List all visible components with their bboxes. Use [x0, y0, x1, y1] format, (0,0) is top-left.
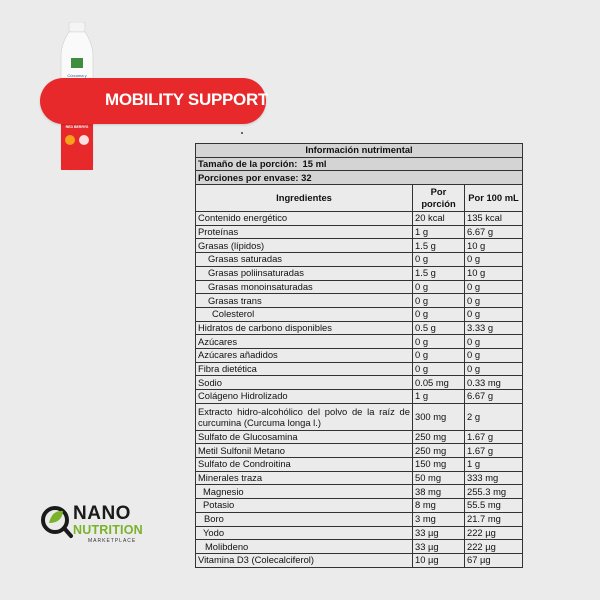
table-row [196, 294, 523, 308]
ingredient-name: Grasas poliinsaturadas [196, 266, 413, 280]
table-row [196, 485, 523, 499]
per-serving-value: 1 g [413, 390, 465, 404]
per-100-value: 0.33 mg [465, 376, 523, 390]
per-serving-value: 0.5 g [413, 321, 465, 335]
per-serving-value: 0 g [413, 294, 465, 308]
per-100-value: 10 g [465, 239, 523, 253]
serving-size-row [196, 157, 523, 171]
column-header-row [196, 185, 523, 212]
per-100-value: 0 g [465, 362, 523, 376]
table-row [196, 321, 523, 335]
table-title: Información nutrimental [196, 144, 523, 158]
serving-size-label: Tamaño de la porción: [198, 158, 298, 170]
per-serving-value: 0 g [413, 335, 465, 349]
per-serving-value: 0 g [413, 307, 465, 321]
per-100-value: 10 g [465, 266, 523, 280]
per-100-value: 333 mg [465, 471, 523, 485]
table-row [196, 430, 523, 444]
ingredient-name: Extracto hidro-alcohólico del polvo de la raíz de curcumina (Curcuma longa l.) [196, 403, 413, 430]
per-serving-value: 1.5 g [413, 266, 465, 280]
ingredient-name: Contenido energético [196, 212, 413, 226]
per-100-value: 0 g [465, 253, 523, 267]
table-row [196, 376, 523, 390]
ingredient-name: Azúcares añadidos [196, 348, 413, 362]
per-100-value: 1 g [465, 458, 523, 472]
per-serving-value: 250 mg [413, 430, 465, 444]
per-serving-value: 3 mg [413, 512, 465, 526]
ingredient-name: Metil Sulfonil Metano [196, 444, 413, 458]
table-row [196, 266, 523, 280]
per-100-value: 0 g [465, 280, 523, 294]
col-per-serving: Por porción [413, 185, 465, 212]
per-serving-value: 0 g [413, 280, 465, 294]
ingredient-name: Colágeno Hidrolizado [196, 390, 413, 404]
col-ingredients: Ingredientes [196, 185, 413, 212]
per-100-value: 255.3 mg [465, 485, 523, 499]
per-100-value: 6.67 g [465, 225, 523, 239]
serving-size [196, 157, 523, 171]
table-row [196, 471, 523, 485]
per-100-value: 222 µg [465, 540, 523, 554]
table-row [196, 225, 523, 239]
table-row [196, 526, 523, 540]
ingredient-name: Grasas (lípidos) [196, 239, 413, 253]
per-100-value: 0 g [465, 294, 523, 308]
table-row [196, 499, 523, 513]
table-row [196, 444, 523, 458]
per-100-value: 21.7 mg [465, 512, 523, 526]
ingredient-name: Grasas monoinsaturadas [196, 280, 413, 294]
per-serving-value: 0 g [413, 362, 465, 376]
ingredient-name: Hidratos de carbono disponibles [196, 321, 413, 335]
ingredient-name: Azúcares [196, 335, 413, 349]
table-row [196, 553, 523, 567]
decorative-dot [241, 132, 243, 134]
logo-word-marketplace: MARKETPLACE [88, 538, 137, 544]
ingredient-name: Grasas saturadas [196, 253, 413, 267]
per-100-value: 0 g [465, 348, 523, 362]
per-serving-value: 10 µg [413, 553, 465, 567]
per-serving-value: 0.05 mg [413, 376, 465, 390]
table-row [196, 512, 523, 526]
col-per-100: Por 100 mL [465, 185, 523, 212]
per-100-value: 222 µg [465, 526, 523, 540]
per-100-value: 55.5 mg [465, 499, 523, 513]
ingredient-name: Grasas trans [196, 294, 413, 308]
per-serving-value: 1 g [413, 225, 465, 239]
ingredient-name: Colesterol [196, 307, 413, 321]
ingredient-name: Potasio [196, 499, 413, 513]
per-serving-value: 250 mg [413, 444, 465, 458]
per-100-value: 6.67 g [465, 390, 523, 404]
per-serving-value: 150 mg [413, 458, 465, 472]
table-row [196, 458, 523, 472]
serving-size-value: 15 ml [302, 158, 327, 170]
table-title-row [196, 144, 523, 158]
per-serving-value: 8 mg [413, 499, 465, 513]
table-row [196, 307, 523, 321]
per-100-value: 2 g [465, 403, 523, 430]
per-serving-value: 0 g [413, 253, 465, 267]
leaf-logo-icon [71, 58, 83, 68]
per-100-value: 0 g [465, 335, 523, 349]
per-100-value: 1.67 g [465, 444, 523, 458]
table-row [196, 390, 523, 404]
servings-row [196, 171, 523, 185]
ingredient-name: Sulfato de Condroitina [196, 458, 413, 472]
table-row [196, 212, 523, 226]
logo-word-nutrition: NUTRITION [73, 523, 143, 537]
servings-per-container: Porciones por envase: 32 [196, 171, 523, 185]
per-100-value: 3.33 g [465, 321, 523, 335]
ingredient-name: Minerales traza [196, 471, 413, 485]
table-row [196, 335, 523, 349]
table-row [196, 280, 523, 294]
per-serving-value: 300 mg [413, 403, 465, 430]
per-100-value: 135 kcal [465, 212, 523, 226]
ingredient-name: Proteínas [196, 225, 413, 239]
ingredient-name: Molibdeno [196, 540, 413, 554]
per-serving-value: 1.5 g [413, 239, 465, 253]
per-serving-value: 33 µg [413, 526, 465, 540]
per-serving-value: 20 kcal [413, 212, 465, 226]
per-100-value: 0 g [465, 307, 523, 321]
ingredient-name: Yodo [196, 526, 413, 540]
ingredient-name: Sulfato de Glucosamina [196, 430, 413, 444]
per-serving-value: 50 mg [413, 471, 465, 485]
table-row [196, 403, 523, 430]
table-row [196, 253, 523, 267]
per-100-value: 1.67 g [465, 430, 523, 444]
banner-label: MOBILITY SUPPORT [105, 90, 269, 109]
ingredient-name: Boro [196, 512, 413, 526]
per-serving-value: 0 g [413, 348, 465, 362]
logo-word-nano: NANO [73, 503, 131, 524]
table-row [196, 362, 523, 376]
table-row [196, 540, 523, 554]
ingredient-name: Sodio [196, 376, 413, 390]
table-row [196, 348, 523, 362]
bottle-line-1: Cúrcuma y [67, 73, 87, 78]
ingredient-name: Vitamina D3 (Colecalciferol) [196, 553, 413, 567]
per-serving-value: 33 µg [413, 540, 465, 554]
ingredient-name: Magnesio [196, 485, 413, 499]
per-100-value: 67 µg [465, 553, 523, 567]
nutrition-table [195, 143, 523, 568]
per-serving-value: 38 mg [413, 485, 465, 499]
ingredient-name: Fibra dietética [196, 362, 413, 376]
bottle-tag: RED BERRYS [65, 125, 89, 129]
table-row [196, 239, 523, 253]
